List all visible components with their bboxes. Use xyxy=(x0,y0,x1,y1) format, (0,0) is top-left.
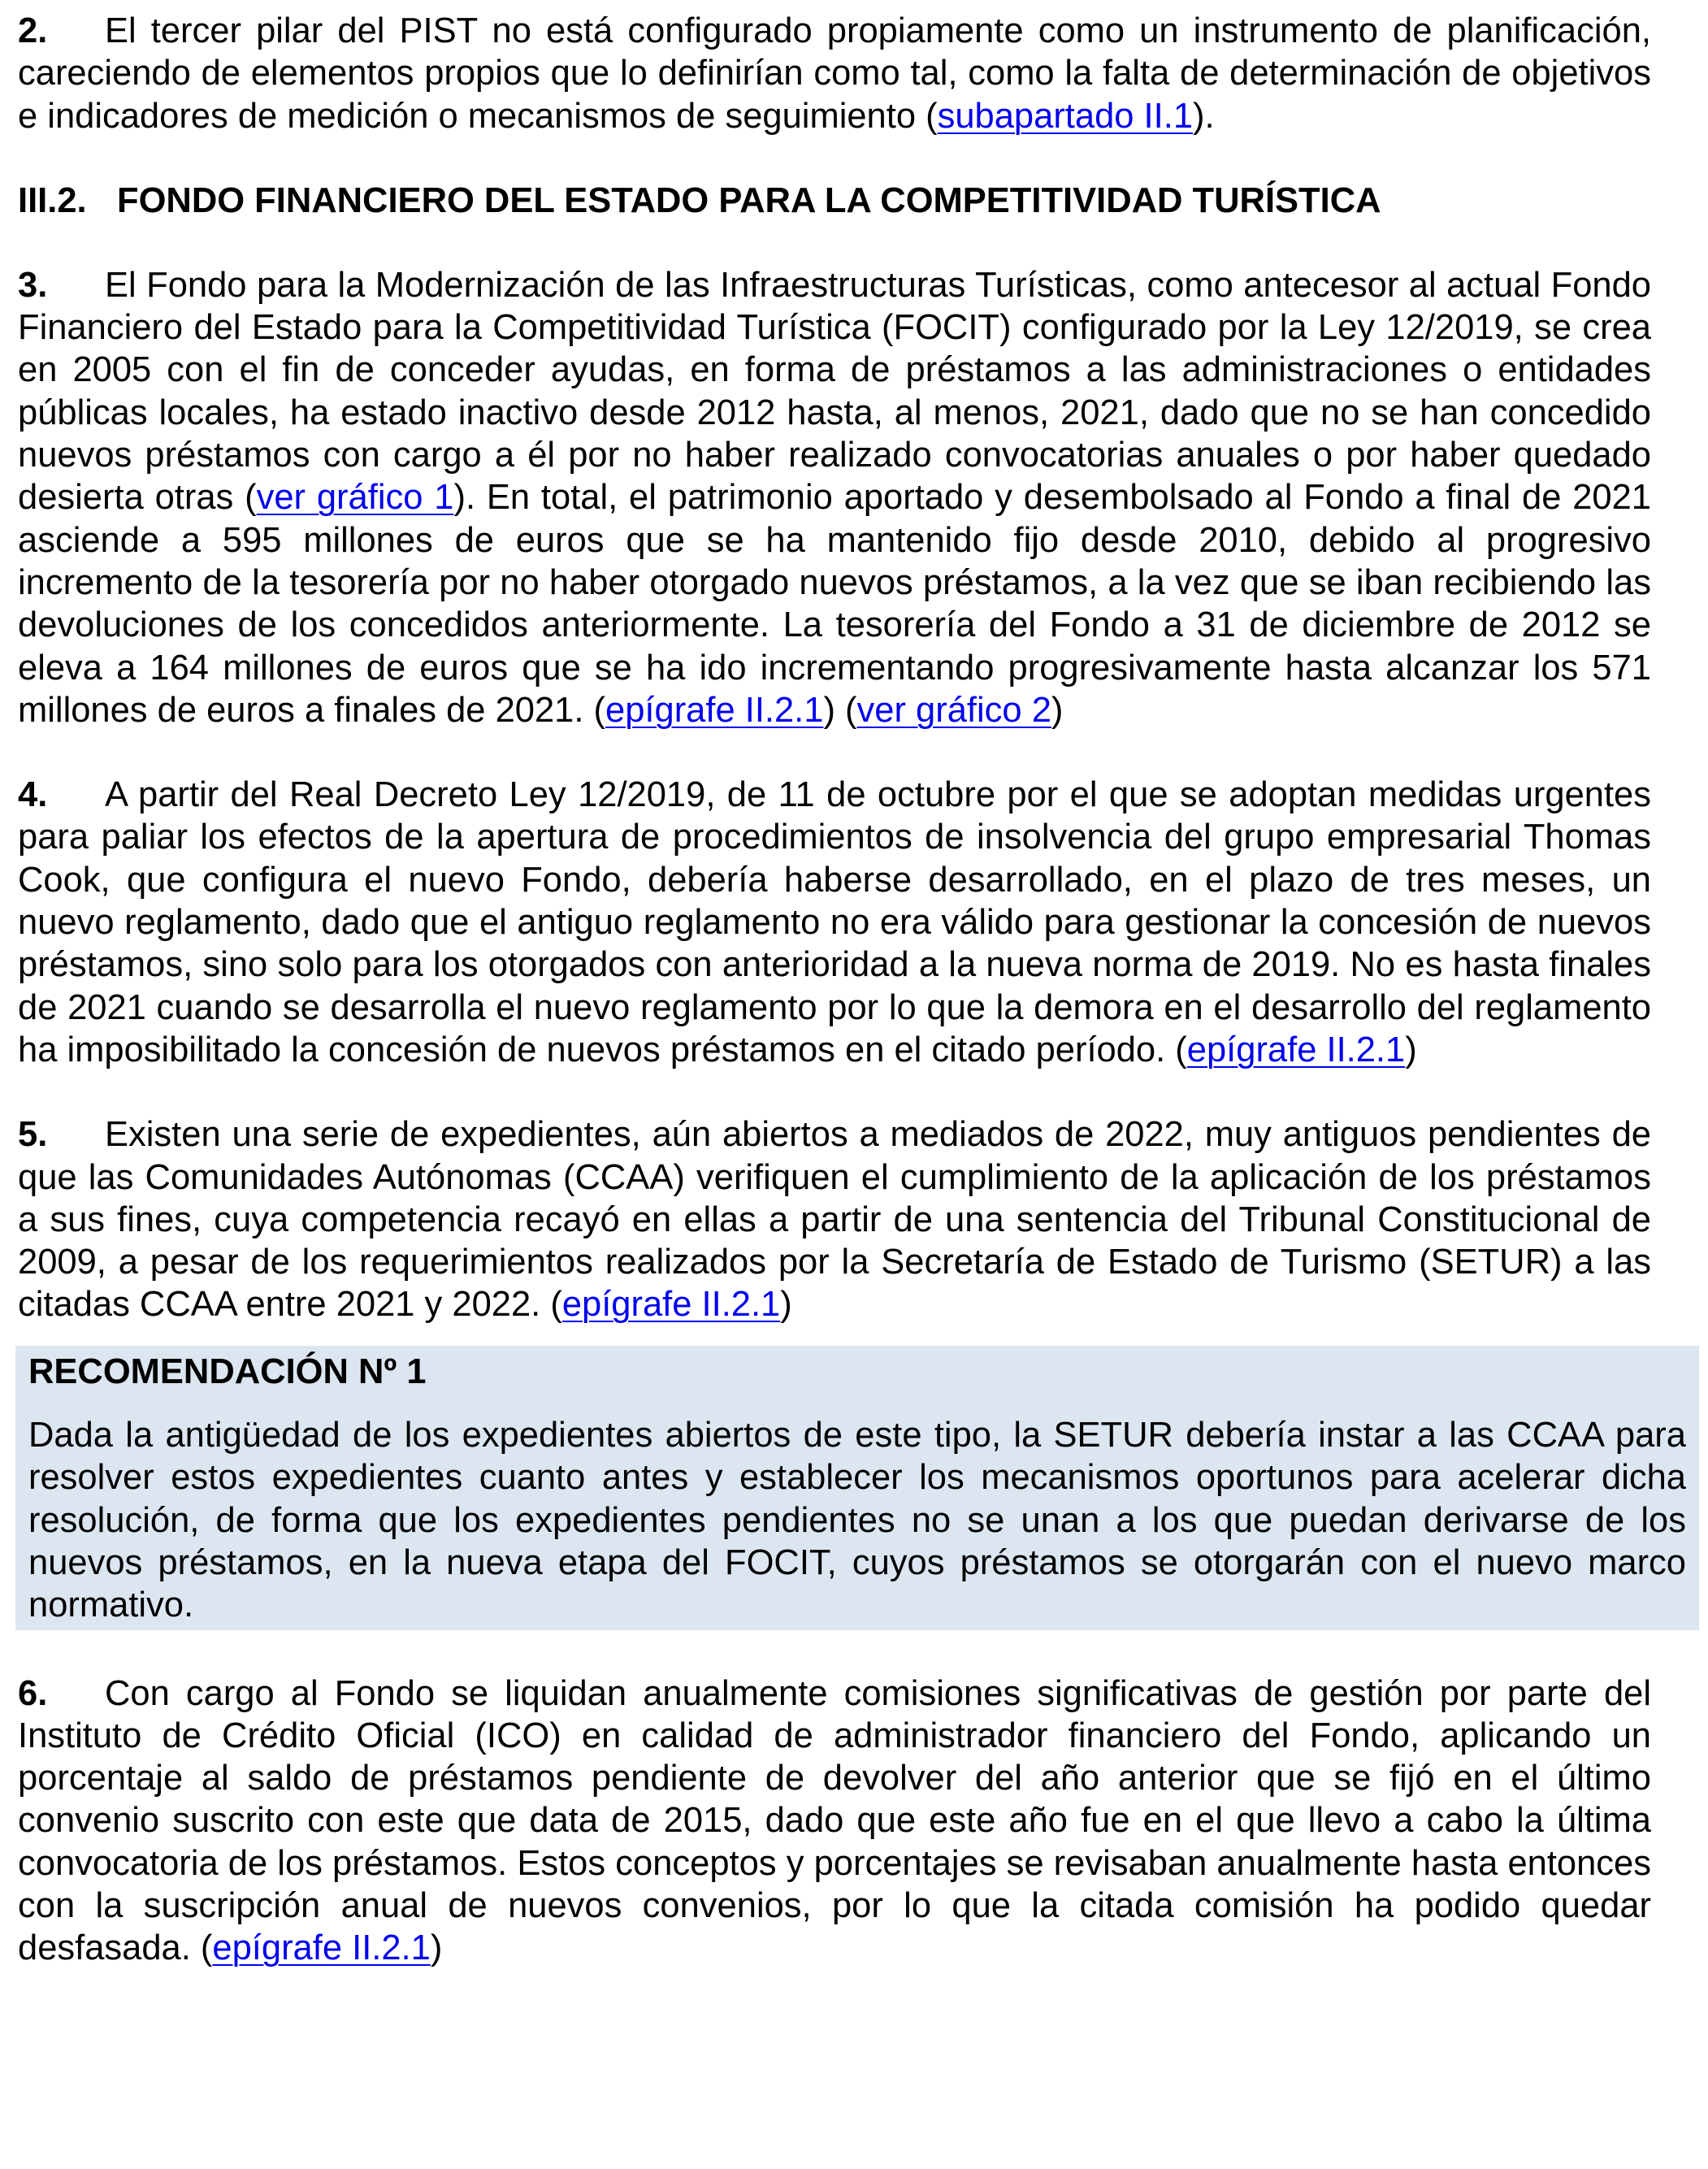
link-epigrafe-ii-2-1[interactable]: epígrafe II.2.1 xyxy=(1186,1030,1406,1069)
link-epigrafe-ii-2-1[interactable]: epígrafe II.2.1 xyxy=(605,690,824,730)
paragraph-tail: ) xyxy=(1405,1030,1417,1069)
link-ver-grafico-1[interactable]: ver gráfico 1 xyxy=(256,478,454,518)
paragraph-2 xyxy=(18,10,1651,137)
paragraph-text: Con cargo al Fondo se liquidan anualmente comisiones significativas de gestión por parte del Instituto de Crédito Oficial (ICO) en calidad de administrador financiero del Fondo, aplicando un porcentaje al saldo de préstamos pendiente de devolver del año anterior que se fijó en el último convenio suscrito con este que data de 2015, dado que este año fue en el que llevo a cabo la última convocatoria de los préstamos. Estos conceptos y porcentajes se revisaban anualmente hasta entonces con la suscripción anual de nuevos convenios, por lo que la citada comisión ha podido quedar desfasada. ( xyxy=(18,1673,1651,1968)
paragraph-tail: ) xyxy=(780,1285,792,1325)
paragraph-tail: ) xyxy=(430,1928,443,1968)
recommendation-box xyxy=(15,1346,1699,1630)
paragraph-text: Existen una serie de expedientes, aún abiertos a mediados de 2022, muy antiguos pendientes de que las Comunidades Autónomas (CCAA) verifiquen el cumplimiento de la aplicación de los préstamos a sus fines, cuya competencia recayó en ellas a partir de una sentencia del Tribunal Constitucional de 2009, a pesar de los requerimientos realizados por la Secretaría de Estado de Turismo (SETUR) a las citadas CCAA entre 2021 y 2022. ( xyxy=(18,1115,1651,1325)
section-title: FONDO FINANCIERO DEL ESTADO PARA LA COMPETITIVIDAD TURÍSTICA xyxy=(117,180,1381,220)
paragraph-3 xyxy=(18,264,1651,731)
paragraph-number: 3. xyxy=(18,265,48,305)
link-epigrafe-ii-2-1[interactable]: epígrafe II.2.1 xyxy=(212,1928,431,1968)
paragraph-number: 5. xyxy=(18,1115,48,1155)
paragraph-5 xyxy=(18,1113,1651,1325)
link-subapartado-ii-1[interactable]: subapartado II.1 xyxy=(937,96,1194,136)
section-heading xyxy=(18,180,1651,222)
paragraph-number: 4. xyxy=(18,775,48,815)
paragraph-text: ). En total, el patrimonio aportado y desembolsado al Fondo a final de 2021 asciende a 595 millones de euros que se ha mantenido fijo desde 2010, debido al progresivo incremento de la tesorería por no haber otorgado nuevos préstamos, a la vez que se iban recibiendo las devoluciones de los concedidos anteriormente. La tesorería del Fondo a 31 de diciembre de 2012 se eleva a 164 millones de euros que se ha ido incrementando progresivamente hasta alcanzar los 571 millones de euros a finales de 2021. ( xyxy=(18,478,1652,730)
paragraph-text: A partir del Real Decreto Ley 12/2019, de 11 de octubre por el que se adoptan medidas urgentes para paliar los efectos de la apertura de procedimientos de insolvencia del grupo empresarial Thomas Cook, que configura el nuevo Fondo, debería haberse desarrollado, en el plazo de tres meses, un nuevo reglamento, dado que el antiguo reglamento no era válido para gestionar la concesión de nuevos préstamos, sino solo para los otorgados con anterioridad a la nueva norma de 2019. No es hasta finales de 2021 cuando se desarrolla el nuevo reglamento por lo que la demora en el desarrollo del reglamento ha imposibilitado la concesión de nuevos préstamos en el citado período. ( xyxy=(18,775,1651,1069)
paragraph-text: El Fondo para la Modernización de las Infraestructuras Turísticas, como antecesor al actual Fondo Financiero del Estado para la Competitividad Turística (FOCIT) configurado por la Ley 12/2019, se crea en 2005 con el fin de conceder ayudas, en forma de préstamos a las administraciones o entidades públicas locales, ha estado inactivo desde 2012 hasta, al menos, 2021, dado que no se han concedido nuevos préstamos con cargo a él por no haber realizado convocatorias anuales o por haber quedado desierta otras ( xyxy=(18,265,1651,518)
paragraph-number: 6. xyxy=(18,1673,48,1713)
document-page xyxy=(18,10,1686,1970)
paragraph-text: ) ( xyxy=(823,690,857,730)
link-epigrafe-ii-2-1[interactable]: epígrafe II.2.1 xyxy=(561,1285,781,1325)
link-ver-grafico-2[interactable]: ver gráfico 2 xyxy=(856,690,1051,730)
paragraph-number: 2. xyxy=(18,11,48,50)
recommendation-body: Dada la antigüedad de los expedientes abiertos de este tipo, la SETUR debería instar a las CCAA para resolver estos expedientes cuanto antes y establecer los mecanismos oportunos para acelerar dicha resolución, de forma que los expedientes pendientes no se unan a los que puedan derivarse de los nuevos préstamos, en la nueva etapa del FOCIT, cuyos préstamos se otorgarán con el nuevo marco normativo. xyxy=(28,1416,1686,1625)
paragraph-4 xyxy=(18,774,1651,1071)
paragraph-tail: ) xyxy=(1051,690,1064,730)
paragraph-text: El tercer pilar del PIST no está configurado propiamente como un instrumento de planificación, careciendo de elementos propios que lo definirían como tal, como la falta de determinación de objetivos e indicadores de medición o mecanismos de seguimiento ( xyxy=(18,11,1651,136)
paragraph-6 xyxy=(18,1672,1651,1970)
recommendation-title: RECOMENDACIÓN Nº 1 xyxy=(28,1351,427,1391)
paragraph-tail: ). xyxy=(1193,96,1215,136)
section-number: III.2. xyxy=(18,180,87,220)
